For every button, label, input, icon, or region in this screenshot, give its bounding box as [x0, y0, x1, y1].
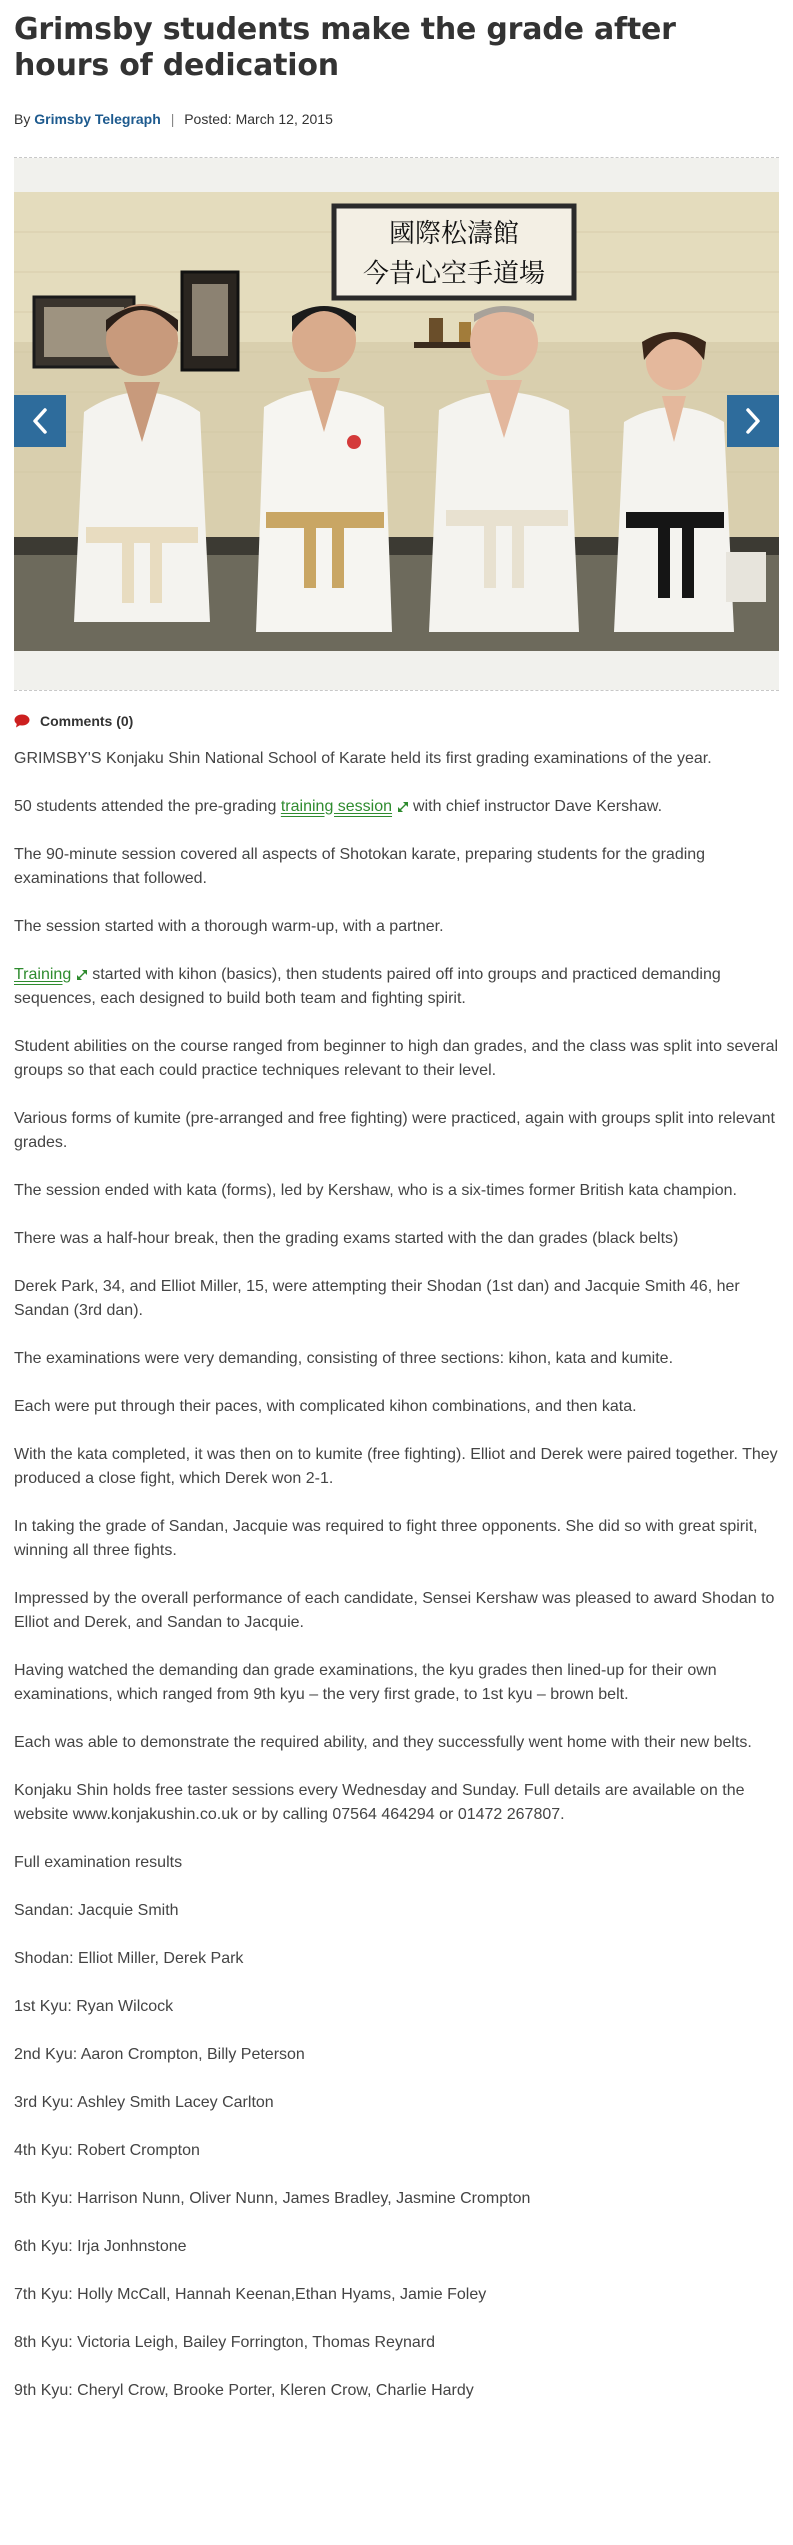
- paragraph: There was a half-hour break, then the grading exams started with the dan grades (black belts): [14, 1230, 679, 1247]
- gallery-prev-button[interactable]: [14, 395, 66, 447]
- external-link-icon: [76, 969, 88, 981]
- paragraph-text: with chief instructor Dave Kershaw.: [413, 798, 663, 815]
- paragraph: The session started with a thorough warm-up, with a partner.: [14, 918, 444, 935]
- paragraph: Impressed by the overall performance of each candidate, Sensei Kershaw was pleased to award Shodan to Elliot and Derek, and Sandan to Jacquie.: [14, 1590, 775, 1631]
- sign-line-1: 國際松濤館: [388, 219, 520, 249]
- chevron-right-icon: [743, 407, 763, 435]
- byline: [14, 109, 779, 129]
- paragraph: Various forms of kumite (pre-arranged and free fighting) were practiced, again with groups split into relevant grades.: [14, 1110, 775, 1151]
- byline-separator: |: [170, 111, 175, 127]
- paragraph: Each were put through their paces, with complicated kihon combinations, and then kata.: [14, 1398, 637, 1415]
- result-line: 2nd Kyu: Aaron Crompton, Billy Peterson: [14, 2046, 305, 2063]
- byline-prefix: By: [14, 111, 31, 127]
- external-link-icon: [397, 801, 409, 813]
- training-link[interactable]: Training: [14, 966, 72, 983]
- paragraph: GRIMSBY'S Konjaku Shin National School of Karate held its first grading examinations of the year.: [14, 750, 712, 767]
- paragraph: [14, 963, 779, 1011]
- result-line: Sandan: Jacquie Smith: [14, 1902, 179, 1919]
- image-gallery: [14, 158, 779, 690]
- comments-label: Comments (0): [40, 713, 134, 729]
- paragraph: In taking the grade of Sandan, Jacquie was required to fight three opponents. She did so with great spirit, winning all three fights.: [14, 1518, 758, 1559]
- paragraph: [14, 795, 779, 819]
- paragraph: The session ended with kata (forms), led by Kershaw, who is a six-times former British kata champion.: [14, 1182, 737, 1199]
- result-line: 1st Kyu: Ryan Wilcock: [14, 1998, 174, 2015]
- article-title: Grimsby students make the grade after hours of dedication: [14, 12, 676, 83]
- result-line: 7th Kyu: Holly McCall, Hannah Keenan,Ethan Hyams, Jamie Foley: [14, 2286, 487, 2303]
- result-line: 6th Kyu: Irja Jonhnstone: [14, 2238, 187, 2255]
- results-heading: Full examination results: [14, 1854, 183, 1871]
- paragraph: Konjaku Shin holds free taster sessions every Wednesday and Sunday. Full details are available on the website www.konjakushin.co.uk or by calling 07564 464294 or 01472 267807.: [14, 1782, 745, 1823]
- result-line: 5th Kyu: Harrison Nunn, Oliver Nunn, James Bradley, Jasmine Crompton: [14, 2190, 531, 2207]
- result-line: 8th Kyu: Victoria Leigh, Bailey Forrington, Thomas Reynard: [14, 2334, 435, 2351]
- paragraph: Derek Park, 34, and Elliot Miller, 15, were attempting their Shodan (1st dan) and Jacquie Smith 46, her Sandan (3rd dan).: [14, 1278, 740, 1319]
- chevron-left-icon: [30, 407, 50, 435]
- sign-line-2: 今昔心空手道場: [362, 259, 546, 289]
- result-line: 9th Kyu: Cheryl Crow, Brooke Porter, Kleren Crow, Charlie Hardy: [14, 2382, 474, 2399]
- paragraph: Student abilities on the course ranged from beginner to high dan grades, and the class was split into several groups so that each could practice techniques relevant to their level.: [14, 1038, 779, 1079]
- paragraph: The 90-minute session covered all aspects of Shotokan karate, preparing students for the grading examinations that followed.: [14, 846, 706, 887]
- author-link[interactable]: Grimsby Telegraph: [34, 111, 161, 127]
- paragraph: With the kata completed, it was then on to kumite (free fighting). Elliot and Derek were paired together. They produced a close fight, which Derek won 2-1.: [14, 1446, 778, 1487]
- article-body: [14, 747, 779, 2403]
- gallery-next-button[interactable]: [727, 395, 779, 447]
- karate-group-photo: [14, 192, 779, 651]
- posted-date: Posted: March 12, 2015: [184, 111, 333, 127]
- result-line: 3rd Kyu: Ashley Smith Lacey Carlton: [14, 2094, 274, 2111]
- paragraph: Each was able to demonstrate the required ability, and they successfully went home with their new belts.: [14, 1734, 752, 1751]
- paragraph-text: 50 students attended the pre-grading: [14, 798, 281, 815]
- comment-bubble-icon: [14, 714, 30, 728]
- training-session-link[interactable]: training session: [280, 798, 393, 815]
- article-page: [0, 12, 793, 2403]
- gallery-photo: [14, 192, 779, 651]
- comments-link[interactable]: [14, 711, 779, 731]
- paragraph: The examinations were very demanding, consisting of three sections: kihon, kata and kumite.: [14, 1350, 674, 1367]
- result-line: 4th Kyu: Robert Crompton: [14, 2142, 200, 2159]
- paragraph: Having watched the demanding dan grade examinations, the kyu grades then lined-up for their own examinations, which ranged from 9th kyu – the very first grade, to 1st kyu – brown belt.: [14, 1662, 717, 1703]
- result-line: Shodan: Elliot Miller, Derek Park: [14, 1950, 244, 1967]
- paragraph-text: started with kihon (basics), then students paired off into groups and practiced demanding sequences, each designed to build both team and fighting spirit.: [14, 966, 721, 1007]
- divider-bottom: [14, 690, 779, 691]
